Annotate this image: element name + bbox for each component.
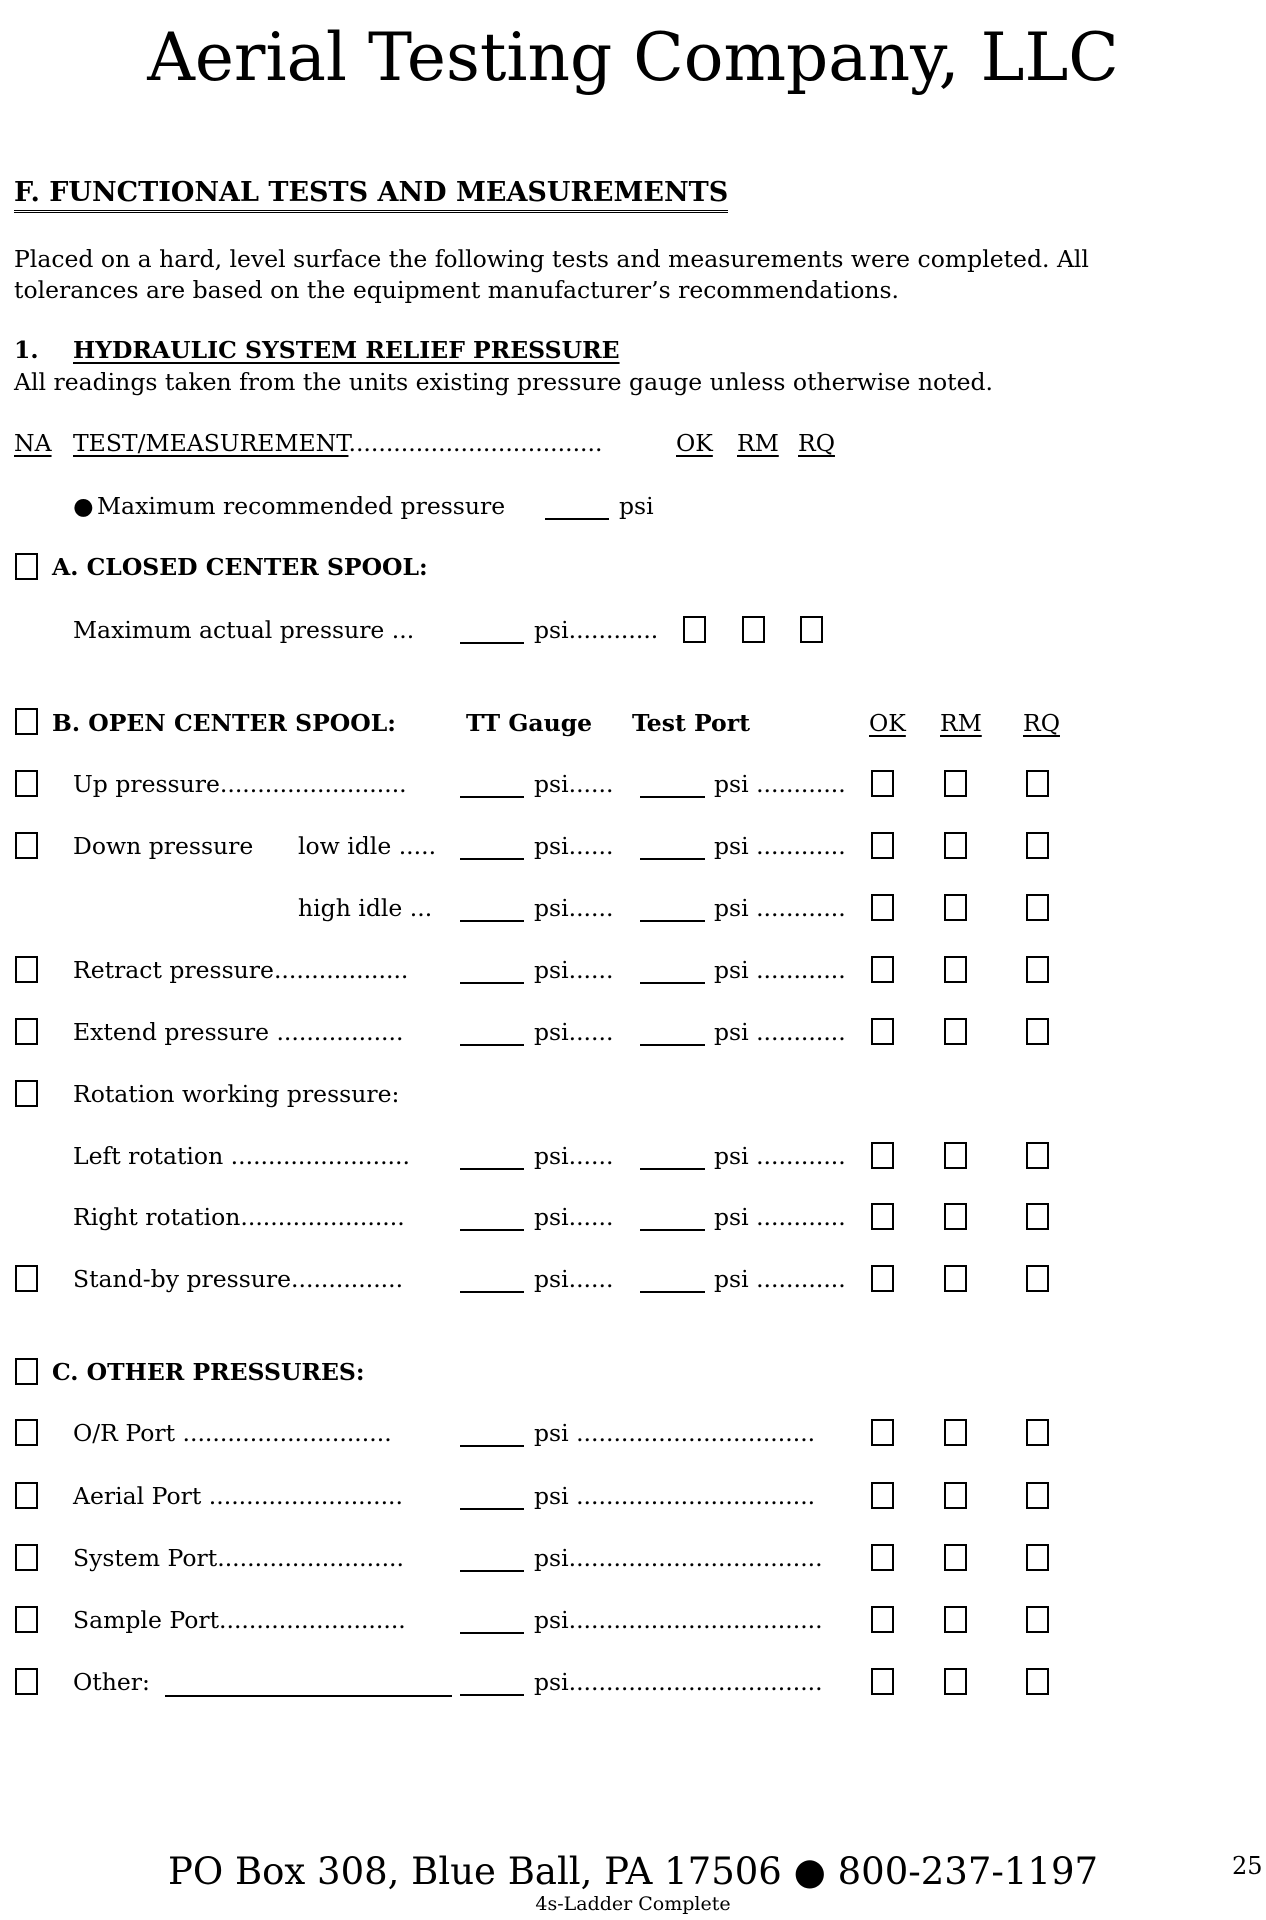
- row-rq-checkbox[interactable]: [1026, 956, 1049, 983]
- group-b-title: B. OPEN CENTER SPOOL:: [52, 709, 396, 737]
- row-rm-checkbox[interactable]: [944, 1482, 967, 1509]
- row-ok-checkbox[interactable]: [871, 1668, 894, 1695]
- row-rm-checkbox[interactable]: [944, 956, 967, 983]
- test-port-unit: psi ............: [714, 770, 846, 798]
- row-rm-checkbox[interactable]: [944, 1142, 967, 1169]
- row-rq-checkbox[interactable]: [1026, 1018, 1049, 1045]
- section-heading: F. FUNCTIONAL TESTS AND MEASUREMENTS: [14, 176, 728, 213]
- intro-line-1: Placed on a hard, level surface the following tests and measurements were completed. All: [14, 245, 1089, 273]
- test-port-unit: psi ............: [714, 894, 846, 922]
- test-port-field[interactable]: [640, 1044, 705, 1046]
- pressure-unit: psi..................................: [534, 1606, 823, 1634]
- pressure-field[interactable]: [460, 1445, 524, 1447]
- row-rm-checkbox[interactable]: [944, 832, 967, 859]
- subsection-title: HYDRAULIC SYSTEM RELIEF PRESSURE: [73, 336, 620, 364]
- row-rm-checkbox[interactable]: [944, 770, 967, 797]
- recommended-pressure-field[interactable]: [545, 518, 609, 520]
- intro-line-2: tolerances are based on the equipment manufacturer’s recommendations.: [14, 276, 900, 304]
- group-c-title: C. OTHER PRESSURES:: [52, 1358, 365, 1386]
- test-port-unit: psi ............: [714, 1018, 846, 1046]
- company-title: Aerial Testing Company, LLC: [147, 19, 1119, 96]
- group-b-header-ok: OK: [869, 709, 906, 737]
- row-label: Other:: [73, 1668, 150, 1696]
- row-label: Left rotation ........................: [73, 1142, 410, 1170]
- other-description-field[interactable]: [165, 1695, 452, 1697]
- row-rq-checkbox[interactable]: [1026, 1203, 1049, 1230]
- row-ok-checkbox[interactable]: [871, 832, 894, 859]
- column-header-test-label: TEST/MEASUREMENT: [73, 429, 349, 457]
- row-rq-checkbox[interactable]: [1026, 1482, 1049, 1509]
- row-na-checkbox[interactable]: [15, 770, 38, 797]
- test-port-field[interactable]: [640, 1229, 705, 1231]
- row-sublabel: high idle ...: [298, 894, 433, 922]
- row-ok-checkbox[interactable]: [871, 1142, 894, 1169]
- max-actual-pressure-unit: psi............: [534, 616, 659, 644]
- pressure-field[interactable]: [460, 1694, 524, 1696]
- group-c-na-checkbox[interactable]: [15, 1358, 38, 1385]
- recommended-label: Maximum recommended pressure: [97, 492, 506, 520]
- row-rm-checkbox[interactable]: [944, 1606, 967, 1633]
- group-b-header-rm: RM: [940, 709, 982, 737]
- column-header-rm: RM: [737, 429, 779, 457]
- row-rq-checkbox[interactable]: [1026, 1544, 1049, 1571]
- row-rm-checkbox[interactable]: [944, 1419, 967, 1446]
- test-port-field[interactable]: [640, 982, 705, 984]
- tt-gauge-field[interactable]: [460, 1168, 524, 1170]
- group-b-na-checkbox[interactable]: [15, 708, 38, 735]
- test-port-unit: psi ............: [714, 956, 846, 984]
- row-ok-checkbox[interactable]: [871, 1482, 894, 1509]
- pressure-field[interactable]: [460, 1632, 524, 1634]
- column-header-ok: OK: [676, 429, 713, 457]
- test-port-unit: psi ............: [714, 1265, 846, 1293]
- row-na-checkbox[interactable]: [15, 956, 38, 983]
- tt-gauge-field[interactable]: [460, 982, 524, 984]
- row-na-checkbox[interactable]: [15, 1080, 38, 1107]
- row-label: Down pressure: [73, 832, 254, 860]
- max-actual-pressure-field[interactable]: [460, 642, 524, 644]
- footer-document-name: 4s-Ladder Complete: [535, 1893, 731, 1915]
- row-ok-checkbox[interactable]: [871, 770, 894, 797]
- row-rm-checkbox[interactable]: [944, 1203, 967, 1230]
- tt-gauge-unit: psi......: [534, 832, 614, 860]
- row-na-checkbox[interactable]: [15, 1018, 38, 1045]
- row-rq-checkbox[interactable]: [1026, 1606, 1049, 1633]
- row-na-checkbox[interactable]: [15, 1419, 38, 1446]
- tt-gauge-field[interactable]: [460, 920, 524, 922]
- test-port-field[interactable]: [640, 1168, 705, 1170]
- test-port-unit: psi ............: [714, 832, 846, 860]
- row-na-checkbox[interactable]: [15, 1606, 38, 1633]
- leader-dots: ..................................: [348, 429, 603, 457]
- row-label: Aerial Port ..........................: [73, 1482, 403, 1510]
- column-header-test-port: Test Port: [632, 709, 750, 737]
- tt-gauge-unit: psi......: [534, 770, 614, 798]
- row-label: Stand-by pressure...............: [73, 1265, 404, 1293]
- row-label: Rotation working pressure:: [73, 1080, 400, 1108]
- row-label: Sample Port.........................: [73, 1606, 406, 1634]
- max-actual-pressure-label: Maximum actual pressure ...: [73, 616, 415, 644]
- tt-gauge-field[interactable]: [460, 1044, 524, 1046]
- tt-gauge-unit: psi......: [534, 956, 614, 984]
- max-actual-rq-checkbox[interactable]: [800, 616, 823, 643]
- row-ok-checkbox[interactable]: [871, 894, 894, 921]
- row-sublabel: low idle .....: [298, 832, 437, 860]
- footer-address: PO Box 308, Blue Ball, PA 17506 ● 800-237-1197: [167, 1850, 1099, 1893]
- max-actual-ok-checkbox[interactable]: [683, 616, 706, 643]
- row-label: Extend pressure .................: [73, 1018, 404, 1046]
- row-na-checkbox[interactable]: [15, 1544, 38, 1571]
- row-rm-checkbox[interactable]: [944, 894, 967, 921]
- row-ok-checkbox[interactable]: [871, 1606, 894, 1633]
- page-number: 25: [1232, 1852, 1263, 1880]
- tt-gauge-field[interactable]: [460, 1291, 524, 1293]
- column-header-test: [73, 428, 602, 458]
- group-a-na-checkbox[interactable]: [15, 553, 38, 580]
- row-na-checkbox[interactable]: [15, 1265, 38, 1292]
- row-label: Right rotation......................: [73, 1203, 405, 1231]
- row-rq-checkbox[interactable]: [1026, 1668, 1049, 1695]
- pressure-unit: psi..................................: [534, 1668, 823, 1696]
- test-port-field[interactable]: [640, 920, 705, 922]
- row-na-checkbox[interactable]: [15, 832, 38, 859]
- row-rq-checkbox[interactable]: [1026, 1142, 1049, 1169]
- tt-gauge-unit: psi......: [534, 1018, 614, 1046]
- row-rm-checkbox[interactable]: [944, 1265, 967, 1292]
- tt-gauge-unit: psi......: [534, 1265, 614, 1293]
- tt-gauge-field[interactable]: [460, 796, 524, 798]
- row-na-checkbox[interactable]: [15, 1668, 38, 1695]
- test-port-field[interactable]: [640, 858, 705, 860]
- row-na-checkbox[interactable]: [15, 1482, 38, 1509]
- test-port-unit: psi ............: [714, 1203, 846, 1231]
- row-rq-checkbox[interactable]: [1026, 1419, 1049, 1446]
- row-ok-checkbox[interactable]: [871, 1265, 894, 1292]
- row-ok-checkbox[interactable]: [871, 1419, 894, 1446]
- tt-gauge-field[interactable]: [460, 1229, 524, 1231]
- row-rm-checkbox[interactable]: [944, 1668, 967, 1695]
- max-actual-rm-checkbox[interactable]: [742, 616, 765, 643]
- row-label: System Port.........................: [73, 1544, 404, 1572]
- column-header-na: NA: [14, 429, 52, 457]
- test-port-field[interactable]: [640, 1291, 705, 1293]
- pressure-unit: psi ................................: [534, 1419, 816, 1447]
- pressure-unit: psi..................................: [534, 1544, 823, 1572]
- row-ok-checkbox[interactable]: [871, 1544, 894, 1571]
- recommended-unit: psi: [619, 492, 654, 520]
- row-ok-checkbox[interactable]: [871, 1203, 894, 1230]
- tt-gauge-unit: psi......: [534, 1203, 614, 1231]
- row-ok-checkbox[interactable]: [871, 956, 894, 983]
- column-header-rq: RQ: [798, 429, 835, 457]
- row-label: O/R Port ............................: [73, 1419, 392, 1447]
- tt-gauge-field[interactable]: [460, 858, 524, 860]
- row-ok-checkbox[interactable]: [871, 1018, 894, 1045]
- column-header-tt-gauge: TT Gauge: [466, 709, 593, 737]
- subsection-number: 1.: [14, 336, 39, 364]
- row-rq-checkbox[interactable]: [1026, 894, 1049, 921]
- row-rq-checkbox[interactable]: [1026, 770, 1049, 797]
- row-label: Retract pressure..................: [73, 956, 409, 984]
- row-rq-checkbox[interactable]: [1026, 832, 1049, 859]
- test-port-unit: psi ............: [714, 1142, 846, 1170]
- recommended-bullet: ●: [73, 492, 94, 520]
- group-a-title: A. CLOSED CENTER SPOOL:: [52, 553, 428, 581]
- pressure-field[interactable]: [460, 1508, 524, 1510]
- pressure-field[interactable]: [460, 1570, 524, 1572]
- tt-gauge-unit: psi......: [534, 1142, 614, 1170]
- pressure-unit: psi ................................: [534, 1482, 816, 1510]
- row-rm-checkbox[interactable]: [944, 1544, 967, 1571]
- tt-gauge-unit: psi......: [534, 894, 614, 922]
- subsection-note: All readings taken from the units existing pressure gauge unless otherwise noted.: [14, 368, 994, 396]
- group-b-header-rq: RQ: [1023, 709, 1060, 737]
- row-rq-checkbox[interactable]: [1026, 1265, 1049, 1292]
- row-rm-checkbox[interactable]: [944, 1018, 967, 1045]
- row-label: Up pressure.........................: [73, 770, 407, 798]
- test-port-field[interactable]: [640, 796, 705, 798]
